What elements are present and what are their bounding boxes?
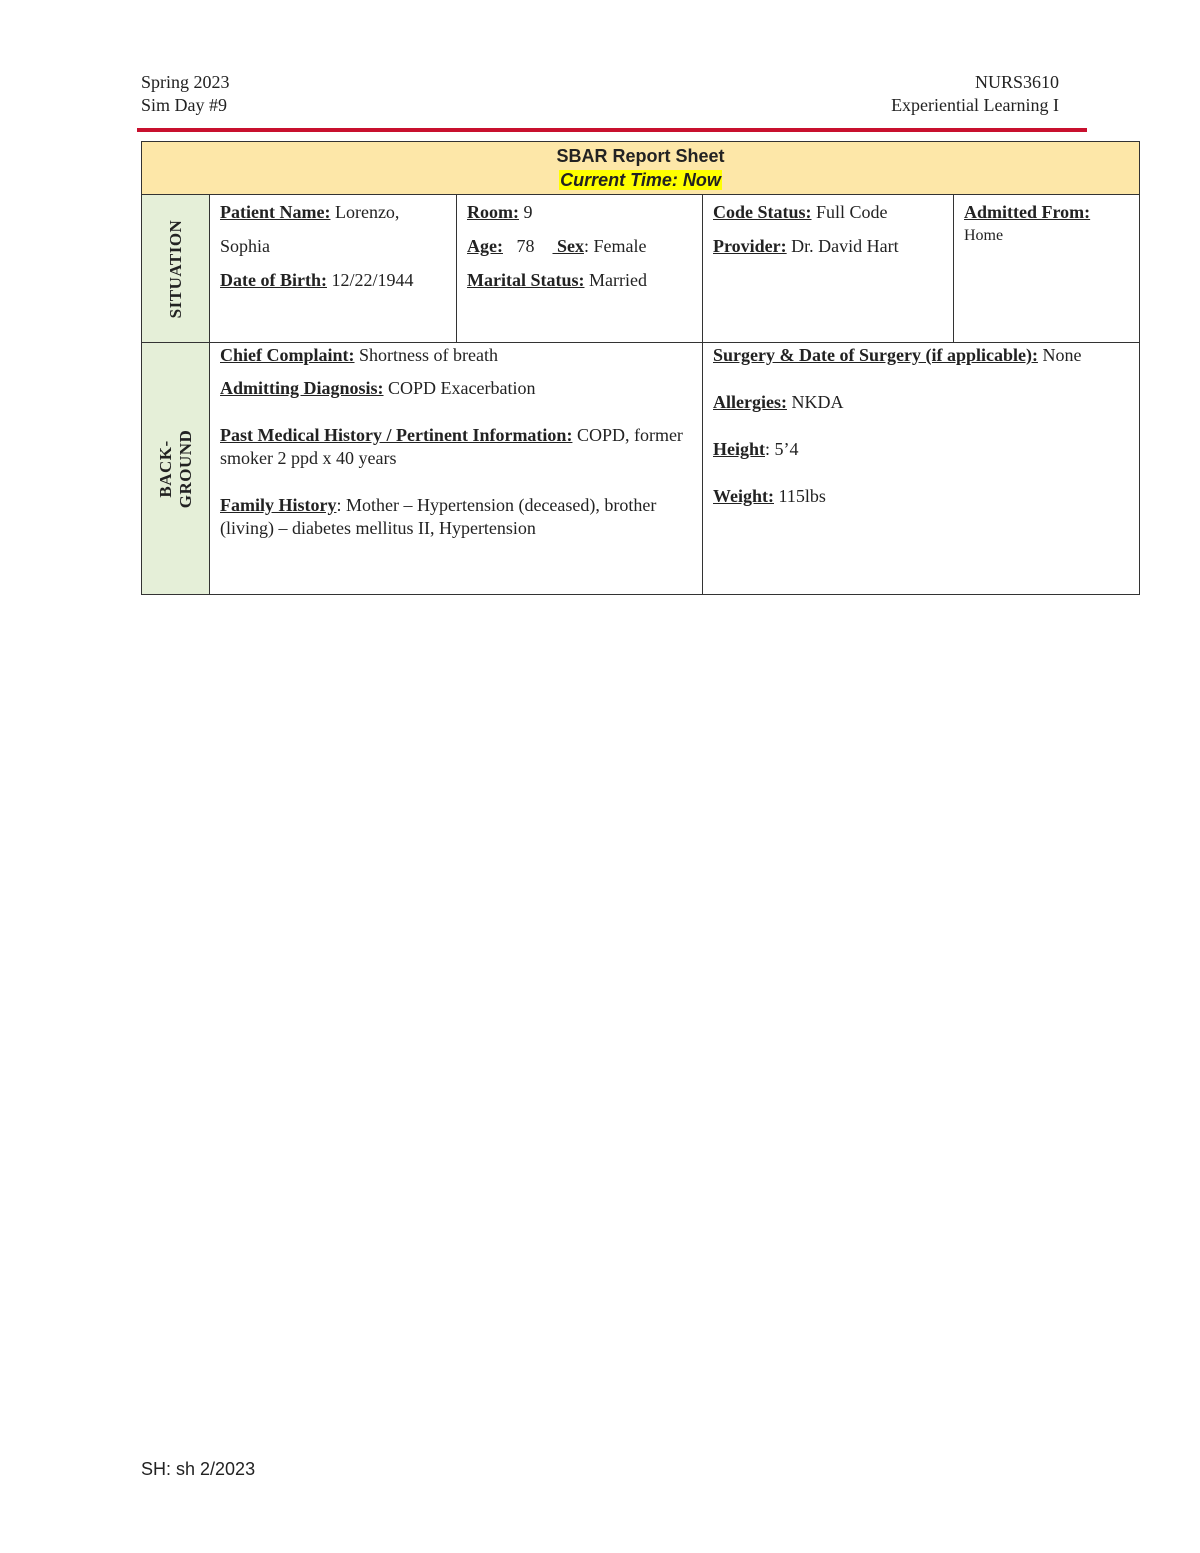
marital-status-label: Marital Status: <box>467 270 585 290</box>
surgery-label: Surgery & Date of Surgery (if applicable): <box>713 345 1038 365</box>
admitted-from-label: Admitted From: <box>964 202 1091 222</box>
pmh-value: COPD, former smoker 2 ppd x 40 years <box>220 425 683 468</box>
chief-complaint-label: Chief Complaint: <box>220 345 355 365</box>
provider-label: Provider: <box>713 236 787 256</box>
allergies-value: NKDA <box>786 392 844 412</box>
term-text: Spring 2023 <box>141 72 230 92</box>
family-history-value: : Mother – Hypertension (deceased), brother (living) – diabetes mellitus II, Hypertension <box>220 495 657 538</box>
admitted-from-cell <box>954 195 1140 343</box>
current-time-label: Current Time: Now <box>560 170 721 190</box>
history-cell <box>210 343 703 595</box>
weight-value: 115lbs <box>774 486 826 506</box>
background-label-line-1: BACK- <box>155 439 175 498</box>
background-label-line-2: GROUND <box>175 429 195 508</box>
code-status-label: Code Status: <box>713 202 812 222</box>
dob-value: 12/22/1944 <box>326 270 414 290</box>
height-label: Height <box>713 439 765 459</box>
sbar-table <box>141 141 1140 595</box>
height-value: : 5’4 <box>765 439 799 459</box>
chief-complaint-value: Shortness of breath <box>354 345 498 365</box>
background-section-label <box>142 343 210 595</box>
dob-label: Date of Birth: <box>220 270 327 290</box>
age-value: 78 <box>502 236 553 256</box>
code-status-cell <box>703 195 954 343</box>
age-label: Age: <box>467 236 503 256</box>
course-code: NURS3610 <box>974 72 1059 92</box>
provider-value: Dr. David Hart <box>786 236 899 256</box>
surgery-allergies-cell <box>703 343 1140 595</box>
admitted-from-value: Home <box>964 227 1004 244</box>
weight-label: Weight: <box>713 486 774 506</box>
patient-info-cell <box>210 195 457 343</box>
allergies-label: Allergies: <box>713 392 787 412</box>
header-divider <box>137 128 1087 132</box>
sex-label: Sex <box>552 236 584 256</box>
sim-day-text: Sim Day #9 <box>141 95 228 115</box>
patient-name-label: Patient Name: <box>220 202 331 222</box>
room-info-cell <box>457 195 703 343</box>
patient-name-value-2: Sophia <box>220 236 271 256</box>
admitting-diagnosis-value: COPD Exacerbation <box>383 378 536 398</box>
room-value: 9 <box>519 202 533 222</box>
header-left <box>141 71 230 117</box>
header-right <box>800 71 1059 117</box>
pmh-label: Past Medical History / Pertinent Information: <box>220 425 573 445</box>
room-label: Room: <box>467 202 519 222</box>
sbar-title: SBAR Report Sheet <box>556 146 725 166</box>
surgery-value: None <box>1037 345 1082 365</box>
admitting-diagnosis-label: Admitting Diagnosis: <box>220 378 384 398</box>
sbar-title-cell <box>142 142 1140 195</box>
patient-name-value: Lorenzo, <box>330 202 400 222</box>
situation-section-label <box>142 195 210 343</box>
situation-label-text: SITUATION <box>165 219 185 318</box>
sex-value: : Female <box>583 236 647 256</box>
marital-status-value: Married <box>584 270 647 290</box>
course-name: Experiential Learning I <box>891 95 1059 115</box>
background-label-text <box>156 429 196 508</box>
footer-text: SH: sh 2/2023 <box>141 1459 256 1479</box>
family-history-label: Family History <box>220 495 337 515</box>
code-status-value: Full Code <box>811 202 888 222</box>
